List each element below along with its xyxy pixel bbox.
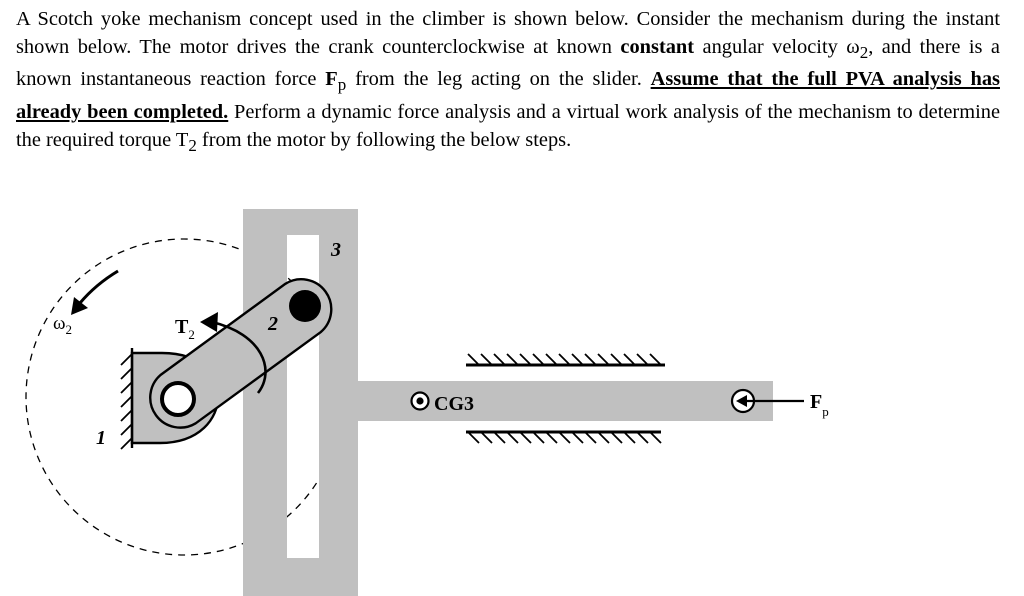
- yoke-link-3: [243, 209, 358, 596]
- problem-text-8: Perform a dynamic force analysis and a virtual work analysis of the mechanism to determine the required torque T: [16, 100, 1000, 151]
- link-2-label: 2: [268, 313, 278, 335]
- torque-arrowhead: [200, 312, 218, 332]
- constant-emphasis: constant: [620, 35, 695, 58]
- omega-arrow-arc: [80, 271, 118, 303]
- cg3-label: CG3: [434, 393, 474, 415]
- force-subscript: p: [337, 75, 347, 95]
- problem-text-4: , and there is a known instantaneous reaction force: [16, 35, 1000, 91]
- problem-text-6: from the leg acting on the slider.: [346, 68, 651, 91]
- link-3-label: 3: [331, 239, 341, 261]
- link-1-label: 1: [96, 427, 106, 449]
- problem-text-9: from the motor by following the below steps.: [196, 128, 572, 151]
- force-label: $F_p$: [810, 391, 829, 419]
- upper-guide-ground: [466, 354, 665, 365]
- problem-text-1: A Scotch yoke mechanism concept used in the climber is shown below. Consider the mechanism during the instant shown below. The motor drives the crank counterclockwise at known: [16, 8, 1000, 58]
- omega-label: $\omega_2$: [53, 313, 73, 337]
- torque-subscript: 2: [188, 135, 197, 155]
- omega-arrowhead: [71, 297, 88, 315]
- torque-label: $T_2$: [175, 316, 195, 342]
- cg3-marker: [412, 393, 429, 410]
- crank-ground-pin: [162, 383, 194, 415]
- crank-slider-pin: [289, 290, 321, 322]
- lower-guide-ground: [466, 432, 661, 443]
- force-symbol: F: [325, 68, 338, 91]
- omega-subscript: 2: [859, 42, 869, 62]
- pva-assumption: Assume that the full PVA analysis has already been completed.: [16, 68, 1000, 123]
- problem-text-3: angular velocity ω: [694, 35, 860, 58]
